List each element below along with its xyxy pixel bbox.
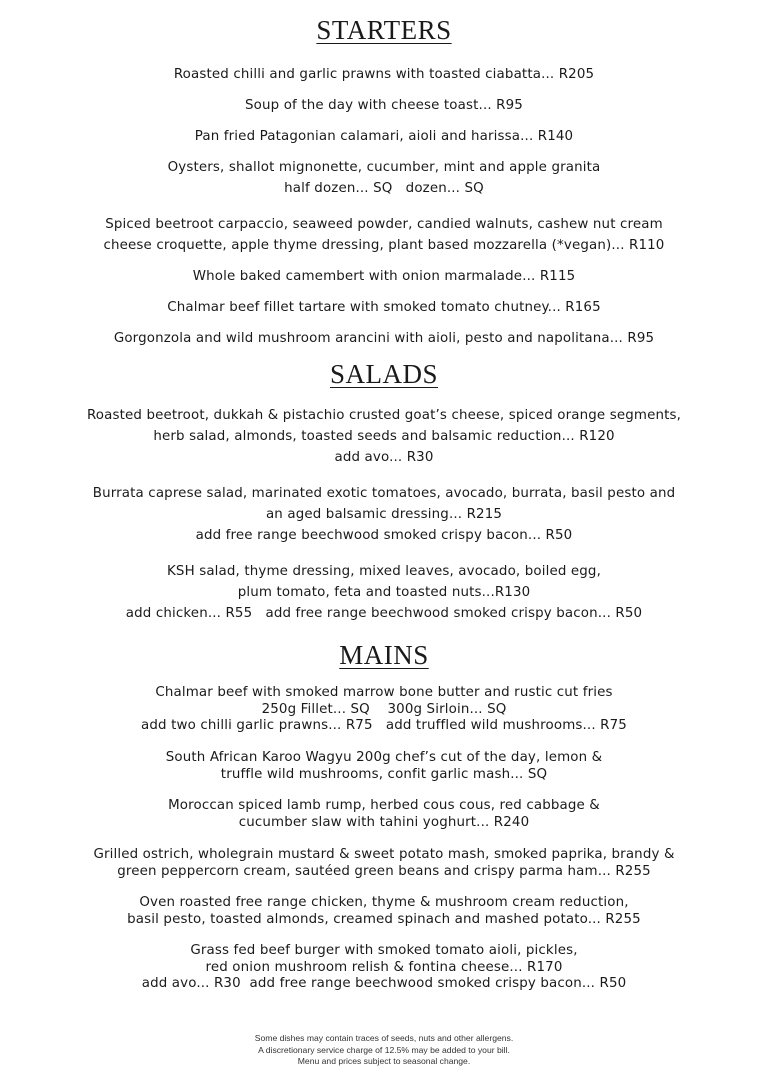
menu-item-line: Chalmar beef with smoked marrow bone butter and rustic cut fries	[155, 685, 613, 700]
menu-item-line: South African Karoo Wagyu 200g chef’s cut of the day, lemon &	[165, 750, 603, 765]
section-heading-starters	[0, 15, 768, 46]
menu-item	[0, 126, 768, 147]
menu-item	[0, 95, 768, 116]
footer-line: Some dishes may contain traces of seeds, nuts and other allergens.	[254, 1033, 514, 1043]
menu-item-line: plum tomato, feta and toasted nuts...R130	[237, 585, 531, 600]
menu-item-line: Whole baked camembert with onion marmalade... R115	[192, 269, 576, 284]
menu-item	[0, 561, 768, 624]
menu-item	[0, 685, 768, 735]
footer-notice	[0, 1033, 768, 1068]
menu-item	[0, 798, 768, 831]
menu-item	[0, 847, 768, 880]
menu-item-line: Burrata caprese salad, marinated exotic tomatoes, avocado, burrata, basil pesto and	[92, 486, 676, 501]
menu-item-line: Chalmar beef fillet tartare with smoked tomato chutney... R165	[167, 300, 601, 315]
menu-item-line: Spiced beetroot carpaccio, seaweed powder, candied walnuts, cashew nut cream	[105, 217, 663, 232]
section-heading-mains	[0, 640, 768, 671]
menu-item-line: an aged balsamic dressing... R215	[265, 507, 503, 522]
menu-item-line: Oysters, shallot mignonette, cucumber, mint and apple granita	[167, 160, 601, 175]
menu-item-line: add chicken... R55 add free range beechwood smoked crispy bacon... R50	[125, 606, 643, 621]
menu-item	[0, 943, 768, 993]
menu-item	[0, 750, 768, 783]
menu-item-line: add two chilli garlic prawns... R75 add truffled wild mushrooms... R75	[141, 718, 627, 733]
menu-item	[0, 483, 768, 546]
menu-item	[0, 157, 768, 199]
menu-item-line: green peppercorn cream, sautéed green beans and crispy parma ham... R255	[117, 863, 651, 879]
menu-item-line: Oven roasted free range chicken, thyme & mushroom cream reduction,	[139, 895, 629, 910]
menu-item-line: red onion mushroom relish & fontina cheese... R170	[205, 959, 563, 975]
menu-item	[0, 214, 768, 256]
menu-item	[0, 266, 768, 287]
menu-item-line: truffle wild mushrooms, confit garlic mash... SQ	[220, 766, 548, 782]
menu-item-line: add avo... R30	[334, 450, 434, 465]
menu-item-line: cucumber slaw with tahini yoghurt... R240	[238, 814, 530, 830]
menu-item	[0, 297, 768, 318]
menu-item	[0, 405, 768, 468]
section-title: STARTERS	[316, 15, 452, 45]
section-title: SALADS	[329, 359, 439, 389]
menu-item-line: Moroccan spiced lamb rump, herbed cous cous, red cabbage &	[168, 798, 600, 813]
menu-item-line: Gorgonzola and wild mushroom arancini with aioli, pesto and napolitana... R95	[113, 331, 655, 346]
menu-item-line: Grass fed beef burger with smoked tomato aioli, pickles,	[190, 943, 578, 958]
footer-line: A discretionary service charge of 12.5% may be added to your bill.	[258, 1044, 510, 1055]
menu-item-line: add avo... R30 add free range beechwood smoked crispy bacon... R50	[141, 976, 627, 991]
menu-item-line: Grilled ostrich, wholegrain mustard & sweet potato mash, smoked paprika, brandy &	[93, 847, 675, 862]
section-heading-salads	[0, 359, 768, 390]
menu-item-line: 250g Fillet... SQ 300g Sirloin... SQ	[261, 701, 507, 717]
menu-item	[0, 895, 768, 928]
menu-item-line: add free range beechwood smoked crispy bacon... R50	[195, 528, 573, 543]
menu-item-line: Roasted chilli and garlic prawns with toasted ciabatta... R205	[173, 67, 595, 82]
menu-item	[0, 64, 768, 85]
menu-item-line: KSH salad, thyme dressing, mixed leaves, avocado, boiled egg,	[166, 564, 601, 579]
menu-item-line: Pan fried Patagonian calamari, aioli and harissa... R140	[194, 129, 574, 144]
section-title: MAINS	[339, 640, 429, 670]
menu-item-line: Roasted beetroot, dukkah & pistachio crusted goat’s cheese, spiced orange segments,	[86, 408, 682, 423]
menu-item-line: Soup of the day with cheese toast... R95	[245, 98, 523, 113]
menu-item	[0, 328, 768, 349]
menu-item-line: half dozen... SQ dozen... SQ	[284, 181, 484, 196]
menu-item-line: basil pesto, toasted almonds, creamed spinach and mashed potato... R255	[127, 911, 641, 927]
menu-item-line: cheese croquette, apple thyme dressing, plant based mozzarella (*vegan)... R110	[103, 238, 665, 253]
menu-item-line: herb salad, almonds, toasted seeds and balsamic reduction... R120	[153, 429, 615, 444]
footer-line: Menu and prices subject to seasonal change.	[297, 1056, 471, 1066]
